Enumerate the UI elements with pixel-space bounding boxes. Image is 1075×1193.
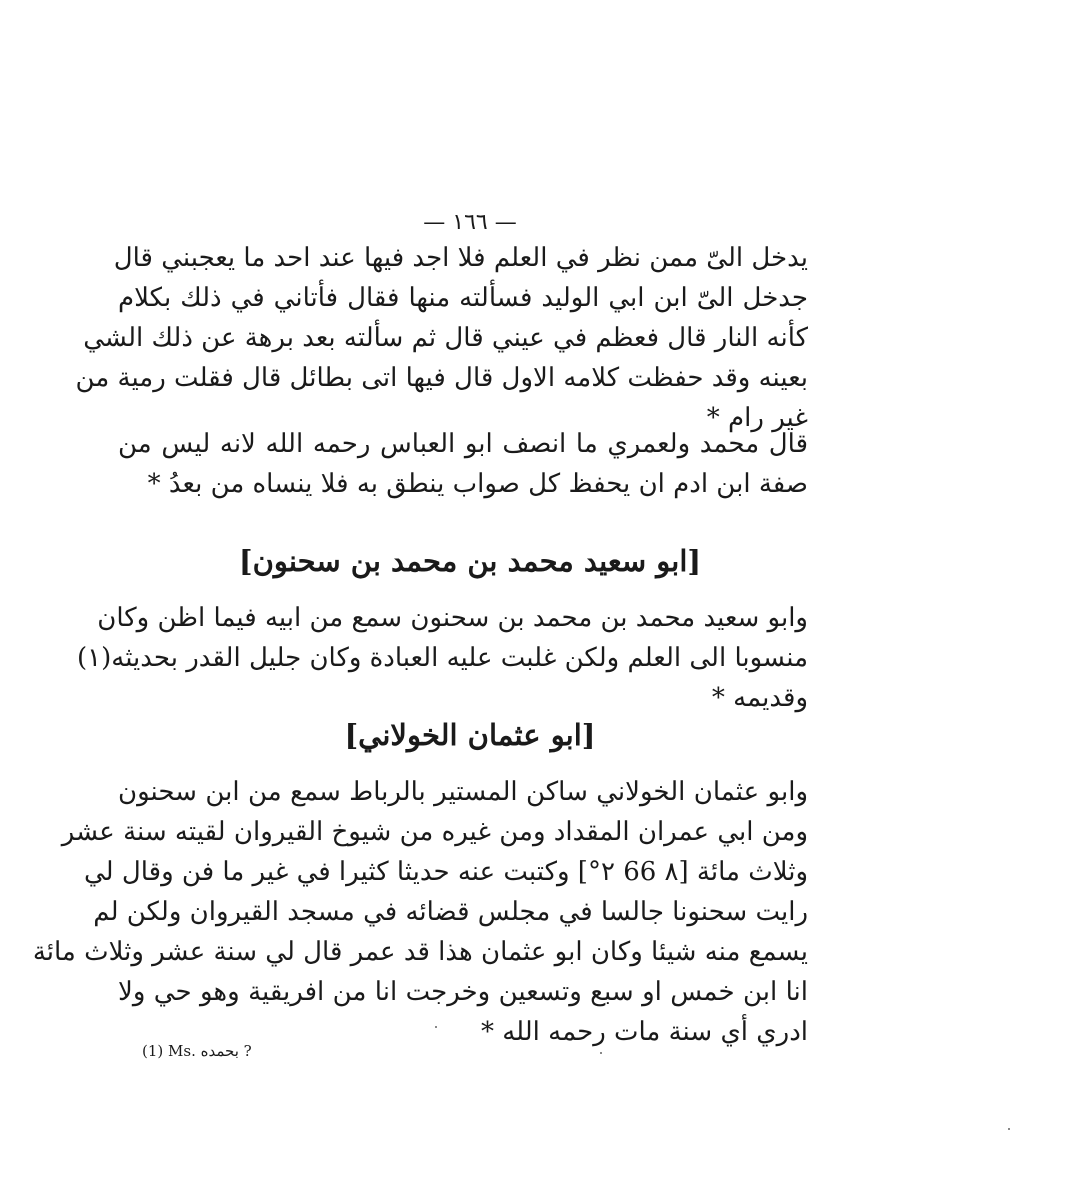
footnote: (1) Ms. بحمده ? — [142, 1042, 252, 1060]
text-line: يدخل الىّ ممن نظر في العلم فلا اجد فيها عند احد ما يعجبني قال — [113, 243, 808, 273]
text-line: وابو عثمان الخولاني ساكن المستير بالرباط سمع من ابن سحنون — [118, 777, 808, 807]
text-line: ومن ابي عمران المقداد ومن غيره من شيوخ القيروان لقيته سنة عشر — [61, 817, 808, 847]
section-heading: [ابو عثمان الخولاني] — [344, 718, 596, 752]
text-line: بعينه وقد حفظت كلامه الاول قال فيها اتى بطائل قال فقلت رمية من — [75, 363, 808, 393]
text-line: منسوبا الى العلم ولكن غلبت عليه العبادة وكان جليل القدر بحديثه(١) — [76, 643, 808, 673]
text-line: وقديمه * — [711, 683, 808, 713]
text-line: غير رام * — [706, 403, 808, 433]
scan-speck — [600, 1052, 602, 1054]
text-line: جدخل الىّ ابن ابي الوليد فسألته منها فقال فأتاني في ذلك بكلام — [118, 283, 808, 313]
paragraph-2 — [118, 424, 808, 504]
text-line: وثلاث مائة [٨ 66 ٢°] وكتبت عنه حديثا كثيرا في غير ما فن وقال لي — [84, 857, 808, 887]
text-line: صفة ابن ادم ان يحفظ كل صواب ينطق به فلا ينساه من بعدُ * — [147, 469, 808, 499]
text-line: رايت سحنونا جالسا في مجلس قضائه في مسجد القيروان ولكن لم — [93, 897, 808, 927]
text-line: وابو سعيد محمد بن محمد بن سحنون سمع من ابيه فيما اظن وكان — [97, 603, 808, 633]
text-line: يسمع منه شيئا وكان ابو عثمان هذا قد عمر قال لي سنة عشر وثلاث مائة — [32, 937, 808, 967]
scan-speck — [1008, 1128, 1010, 1130]
text-line: قال محمد ولعمري ما انصف ابو العباس رحمه الله لانه ليس من — [118, 429, 808, 459]
section-heading: [ابو سعيد محمد بن محمد بن سحنون] — [238, 544, 702, 578]
text-line: ادري أي سنة مات رحمه الله * — [480, 1017, 808, 1047]
text-line: انا ابن خمس او سبع وتسعين وخرجت انا من افريقية وهو حي ولا — [118, 977, 808, 1007]
paragraph-4 — [32, 772, 808, 1052]
scan-speck — [435, 1026, 437, 1028]
text-line: كأنه النار قال فعظم في عيني قال ثم سألته بعد برهة عن ذلك الشي — [83, 323, 808, 353]
paragraph-3 — [76, 598, 808, 718]
paragraph-1 — [75, 238, 808, 438]
page-number: — ١٦٦ — — [423, 210, 517, 235]
